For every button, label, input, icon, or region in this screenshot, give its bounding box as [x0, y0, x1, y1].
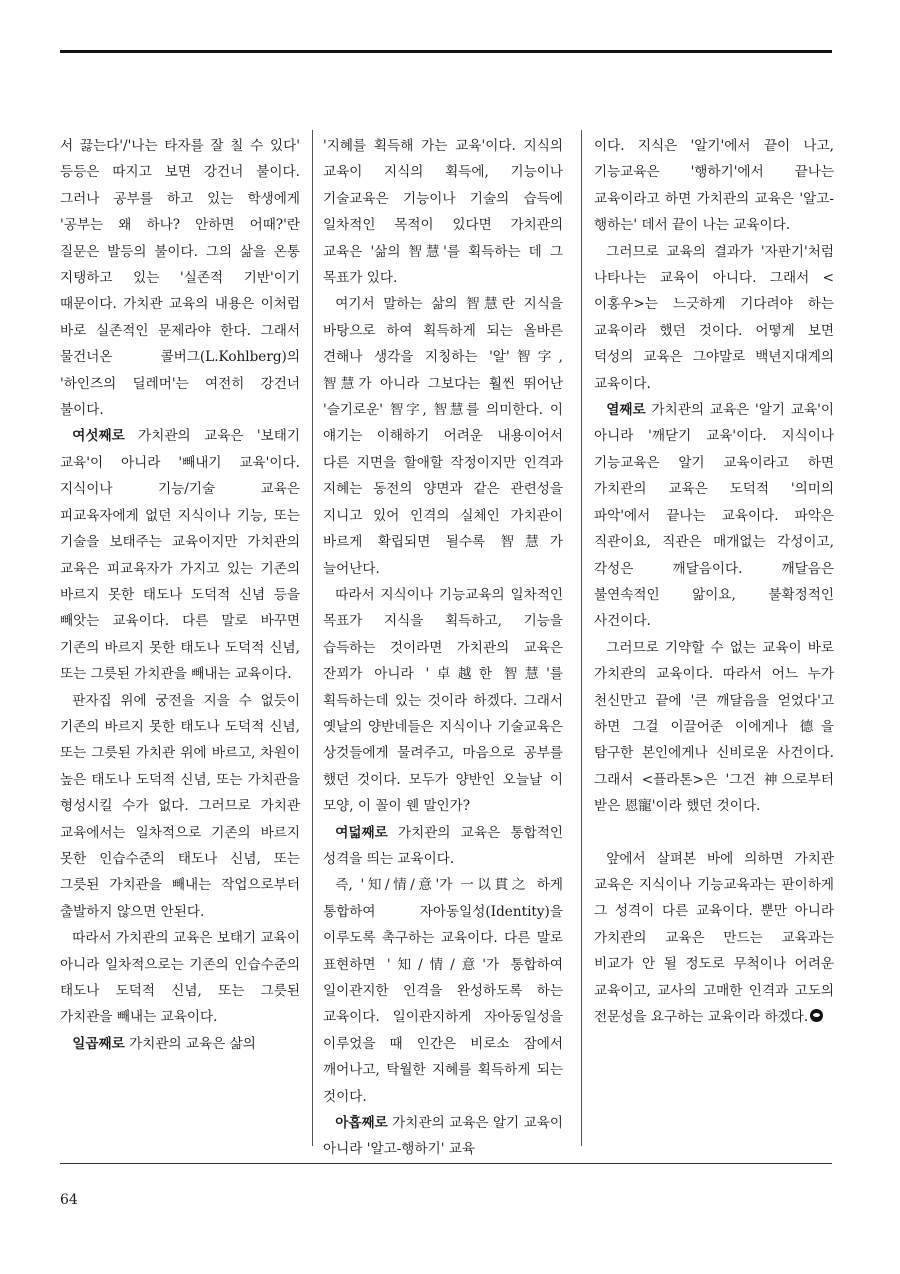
paragraph-text: 판자집 위에 궁전을 지을 수 없듯이 기존의 바르지 못한 태도나 도덕적 신념, 또는 그릇된 가치관 위에 바르고, 차원이 높은 태도나 도덕적 신념, 또는 가치관을 형성시킬 수가 없다. 그러므로 가치관 교육에서는 일차적으로 기존의 바르지 못한 인습수준의 태도나 신념, 또는 그릇된 가치관을 빼내는 작업으로부터 출발하지 않으면 안된다. — [60, 692, 300, 920]
text-column-1 — [60, 133, 300, 1057]
paragraph-text: 앞에서 살펴본 바에 의하면 가치관 교육은 지식이나 기능교육과는 판이하게 그 성격이 다른 교육이다. 뿐만 아니라 가치관의 교육은 만드는 교육과는 비교가 안 될 정도로 무척이나 어려운 교육이고, 교사의 고매한 인격과 고도의 전문성을 요구하는 교육이라 하겠다. — [594, 850, 834, 1025]
paragraph — [594, 635, 834, 820]
paragraph-text: 가치관의 교육은 통합적인 성격을 띄는 교육이다. — [323, 824, 563, 867]
paragraph-text: 따라서 지식이나 기능교육의 일차적인 목표가 지식을 획득하고, 기능을 습득하는 것이라면 가치관의 교육은 잔꾀가 아니라 '卓越한 智慧'를 획득하는데 있는 것이라 하겠다. 그래서 옛날의 양반네들은 지식이나 기술교육은 상것들에게 물려주고, 마음으로 공부를 했던 것이다. 모두가 양반인 오늘날 이 모양, 이 꼴이 웬 말인가? — [323, 586, 563, 815]
paragraph-text: '지혜를 획득해 가는 교육'이다. 지식의 교육이 지식의 획득에, 기능이나 기술교육은 기능이나 기술의 습득에 일차적인 목적이 있다면 가치관의 교육은 '삶의 智慧'를 획득하는 데 그 목표가 있다. — [323, 138, 563, 287]
column-divider — [581, 130, 582, 1146]
paragraph-text: 따라서 가치관의 교육은 보태기 교육이 아니라 일차적으로는 기존의 인습수준의 태도나 도덕적 신념, 또는 그릇된 가치관을 빼내는 교육이다. — [60, 930, 300, 1026]
paragraph — [594, 397, 834, 635]
ordinal-keyword: 아홉째로 — [335, 1115, 388, 1132]
paragraph-text: 가치관의 교육은 '알기 교육'이 아니라 '깨닫기 교육'이다. 지식이나 기능교육은 알기 교육이라고 하면 가치관의 교육은 도덕적 '의미의 파악'에서 끝나는 교육이다. 파악은 직관이요, 직관은 매개없는 각성이고, 각성은 깨달음이다. 깨달음은 불연속적인 앎이요, 불확정적인 사건이다. — [594, 402, 834, 630]
ordinal-keyword: 열째로 — [606, 402, 646, 419]
bottom-rule — [60, 1163, 832, 1164]
paragraph-text: 그러므로 교육의 결과가 '자판기'처럼 나타나는 교육이 아니다. 그래서 <이홍우>는 느긋하게 기다려야 하는 교육이라 했던 것이다. 어떻게 보면 덕성의 교육은 그야말로 백년지대계의 교육이다. — [594, 243, 834, 392]
paragraph — [594, 133, 834, 239]
ordinal-keyword: 여덟째로 — [335, 824, 388, 841]
paragraph — [323, 872, 563, 1110]
paragraph — [60, 1031, 300, 1057]
paragraph — [323, 291, 563, 581]
paragraph — [594, 239, 834, 397]
end-of-article-icon — [810, 1009, 823, 1022]
paragraph — [323, 1110, 563, 1163]
paragraph-text: 그러므로 기약할 수 없는 교육이 바로 가치관의 교육이다. 따라서 어느 누가 천신만고 끝에 '큰 깨달음을 얻었다'고 하면 그걸 이끌어준 이에게나 德을 탐구한 본인에게나 신비로운 사건이다. 그래서 <플라톤>은 '그건 神으로부터 받은 恩寵'이라 했던 것이다. — [594, 639, 834, 815]
ordinal-keyword: 일곱째로 — [72, 1035, 125, 1052]
column-divider — [312, 130, 313, 1146]
paragraph-text: 즉, '知/情/意'가 一以貫之 하게 통합하여 자아동일성(Identity)을 이루도록 촉구하는 교육이다. 다른 말로 표현하면 '知/情/意'가 통합하여 일이관지한 인격을 완성하도록 하는 교육이다. 일이관지하게 자아동일성을 이루었을 때 인간은 비로소 잠에서 깨어나고, 탁월한 지혜를 획득하게 되는 것이다. — [323, 877, 563, 1105]
paragraph-text: 가치관의 교육은 삶의 — [124, 1035, 256, 1052]
page-number: 64 — [60, 1192, 78, 1208]
paragraph-text: 이다. 지식은 '알기'에서 끝이 나고, 기능교육은 '행하기'에서 끝나는 교육이라고 하면 가치관의 교육은 '알고-행하는' 데서 끝이 나는 교육이다. — [594, 138, 834, 234]
text-column-3 — [594, 133, 834, 1030]
paragraph-text: 여기서 말하는 삶의 智慧란 지식을 바탕으로 하여 획득하게 되는 올바른 견해나 생각을 지칭하는 '알'智字, 智慧가 아니라 그보다는 훨씬 뛰어난 '슬기로운' 智字, 智慧를 의미한다. 이 얘기는 이해하기 어려운 내용이어서 다른 지면을 할애할 작정이지만 인격과 지혜는 동전의 양면과 같은 관련성을 지니고 있어 인격의 실체인 가치관이 바르게 확립되면 될수록 智慧가 늘어난다. — [323, 296, 563, 577]
paragraph — [323, 133, 563, 291]
paragraph — [60, 925, 300, 1031]
paragraph — [60, 133, 300, 423]
paragraph-text: 서 끓는다'/'나는 타자를 잘 칠 수 있다' 등등은 따지고 보면 강건너 불이다. 그러나 공부를 하고 있는 학생에게 '공부는 왜 하나? 안하면 어때?'란 질문은 발등의 불이다. 그의 삶을 온통 지탱하고 있는 '실존적 기반'이기 때문이다. 가치관 교육의 내용은 이처럼 바로 실존적인 문제라야 한다. 그래서 물건너온 콜버그(L.Kohlberg)의 '하인즈의 딜레머'는 여전히 강건너 불이다. — [60, 138, 300, 419]
paragraph — [594, 846, 834, 1031]
paragraph — [323, 820, 563, 873]
text-column-2 — [323, 133, 563, 1163]
paragraph — [323, 582, 563, 820]
paragraph-text: 가치관의 교육은 알기 교육이 아니라 '알고-행하기' 교육 — [323, 1115, 563, 1158]
paragraph — [60, 423, 300, 687]
ordinal-keyword: 여섯째로 — [72, 428, 125, 445]
paragraph-text: 가치관의 교육은 '보태기 교육'이 아니라 '빼내기 교육'이다. 지식이나 기능/기술 교육은 피교육자에게 없던 지식이나 기능, 또는 기술을 보태주는 교육이지만 가치관의 교육은 피교육자가 가지고 있는 기존의 바르지 못한 태도나 도덕적 신념 등을 빼앗는 교육이다. 다른 말로 바꾸면 기존의 바르지 못한 태도나 도덕적 신념, 또는 그릇된 가치관을 빼내는 교육이다. — [60, 428, 300, 683]
top-rule — [60, 50, 832, 53]
paragraph — [60, 688, 300, 926]
